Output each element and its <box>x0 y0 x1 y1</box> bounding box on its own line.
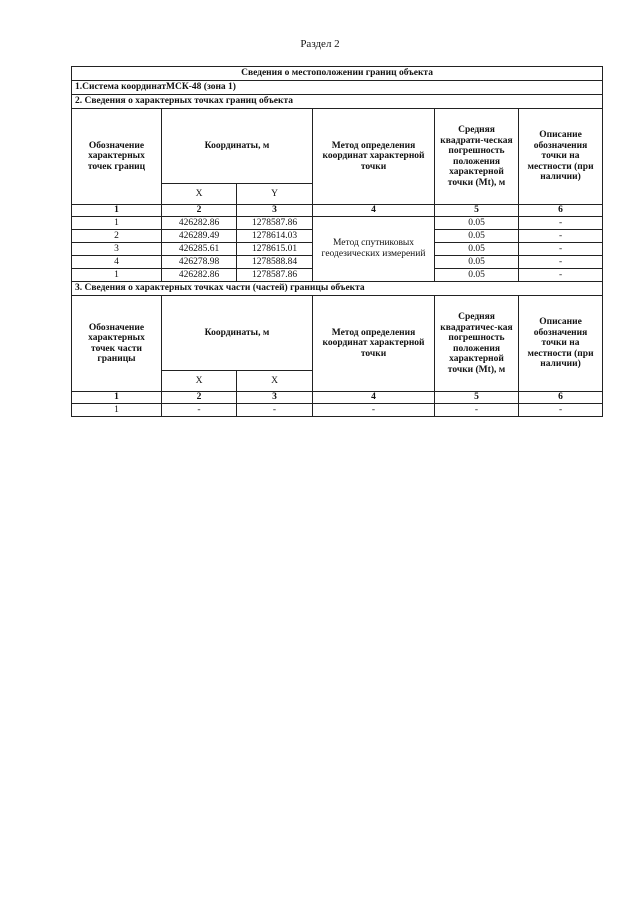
s3-colnum: 6 <box>519 392 603 404</box>
section3-title: 3. Сведения о характерных точках части (частей) границы объекта <box>72 282 603 296</box>
coord-x: 426289.49 <box>162 230 237 243</box>
desc-value: - <box>519 269 603 282</box>
desc-value: - <box>519 243 603 256</box>
section3-header-row <box>72 296 603 371</box>
point-id: 3 <box>72 243 162 256</box>
desc-value: - <box>519 217 603 230</box>
s3-header-method: Метод определения координат характерной точки <box>313 296 435 392</box>
s2-colnum: 1 <box>72 205 162 217</box>
coord-x: - <box>162 404 237 417</box>
coord-y: 1278587.86 <box>237 269 313 282</box>
s3-colnum: 1 <box>72 392 162 404</box>
s3-header-x: X <box>162 371 237 392</box>
coord-y: 1278588.84 <box>237 256 313 269</box>
s2-header-coords: Координаты, м <box>162 109 313 184</box>
table-title-row <box>72 67 603 81</box>
error-value: 0.05 <box>435 230 519 243</box>
s3-header-desc: Описание обозначения точки на местности (при наличии) <box>519 296 603 392</box>
section2-title-row <box>72 95 603 109</box>
point-id: 4 <box>72 256 162 269</box>
error-value: 0.05 <box>435 256 519 269</box>
s3-colnum: 3 <box>237 392 313 404</box>
s2-header-method: Метод определения координат характерной точки <box>313 109 435 205</box>
coord-x: 426285.61 <box>162 243 237 256</box>
coord-y: 1278615.01 <box>237 243 313 256</box>
s3-colnum: 2 <box>162 392 237 404</box>
s3-colnum: 5 <box>435 392 519 404</box>
method-value: Метод спутниковых геодезических измерений <box>313 217 435 282</box>
coord-x: 426278.98 <box>162 256 237 269</box>
error-value: 0.05 <box>435 217 519 230</box>
s2-colnum: 6 <box>519 205 603 217</box>
s2-colnum: 4 <box>313 205 435 217</box>
s2-colnum: 3 <box>237 205 313 217</box>
table-row <box>72 217 603 230</box>
s3-header-point: Обозначение характерных точек части границы <box>72 296 162 392</box>
s2-colnum: 2 <box>162 205 237 217</box>
coord-x: 426282.86 <box>162 269 237 282</box>
s3-header-y: X <box>237 371 313 392</box>
section-title: Раздел 2 <box>300 38 340 50</box>
point-id: 2 <box>72 230 162 243</box>
coord-y: 1278614.03 <box>237 230 313 243</box>
method-value: - <box>313 404 435 417</box>
s3-header-error: Средняя квадратичес-кая погрешность положения характерной точки (Mt), м <box>435 296 519 392</box>
boundary-table <box>71 66 603 417</box>
point-id: 1 <box>72 217 162 230</box>
error-value: 0.05 <box>435 243 519 256</box>
s2-header-desc: Описание обозначения точки на местности (при наличии) <box>519 109 603 205</box>
desc-value: - <box>519 404 603 417</box>
error-value: 0.05 <box>435 269 519 282</box>
s3-header-coords: Координаты, м <box>162 296 313 371</box>
s3-colnum: 4 <box>313 392 435 404</box>
coord-x: 426282.86 <box>162 217 237 230</box>
s2-header-x: X <box>162 184 237 205</box>
s2-header-y: Y <box>237 184 313 205</box>
s2-header-error: Средняя квадрати-ческая погрешность положения характерной точки (Mt), м <box>435 109 519 205</box>
error-value: - <box>435 404 519 417</box>
point-id: 1 <box>72 269 162 282</box>
coord-y: - <box>237 404 313 417</box>
table-title: Сведения о местоположении границ объекта <box>72 67 603 81</box>
point-id: 1 <box>72 404 162 417</box>
section2-header-row <box>72 109 603 184</box>
table-row <box>72 404 603 417</box>
desc-value: - <box>519 256 603 269</box>
s2-colnum: 5 <box>435 205 519 217</box>
section2-colnum-row <box>72 205 603 217</box>
section3-colnum-row <box>72 392 603 404</box>
coord-system-row <box>72 81 603 95</box>
coord-system: 1.Система координатМСК-48 (зона 1) <box>72 81 603 95</box>
section3-title-row <box>72 282 603 296</box>
s2-header-point: Обозначение характерных точек границ <box>72 109 162 205</box>
section2-title: 2. Сведения о характерных точках границ объекта <box>72 95 603 109</box>
coord-y: 1278587.86 <box>237 217 313 230</box>
desc-value: - <box>519 230 603 243</box>
